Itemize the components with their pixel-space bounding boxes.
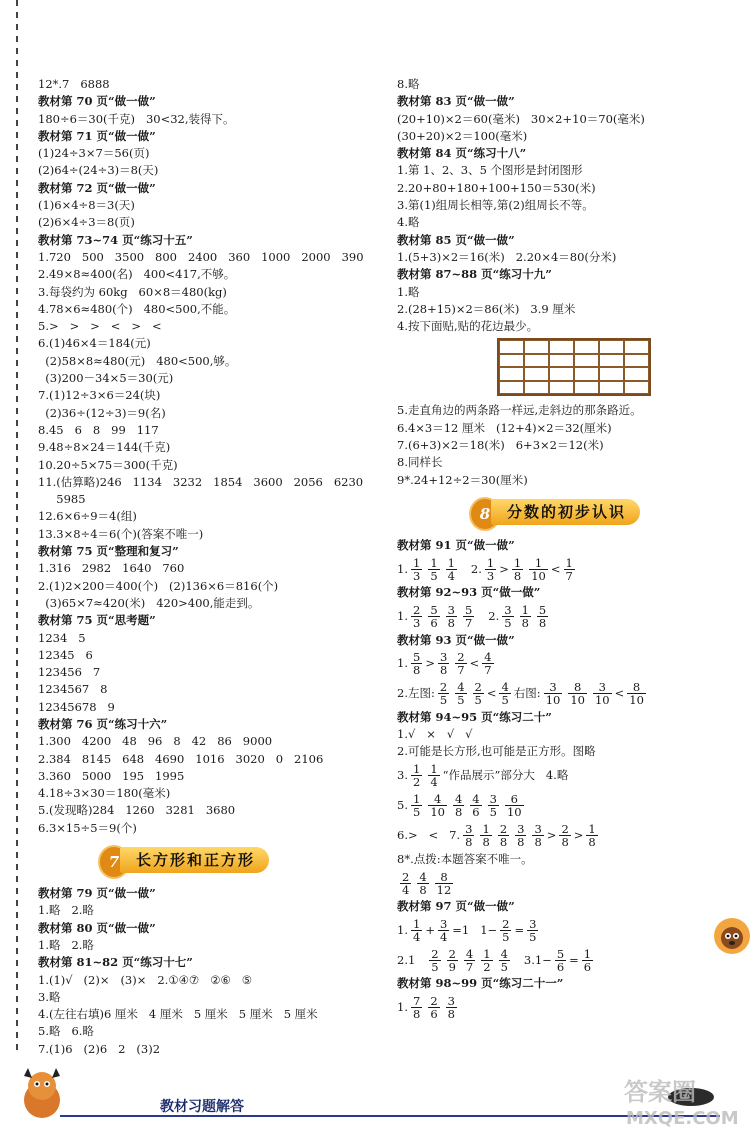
section-heading: 教材第 71 页“做一做” [38, 128, 156, 143]
answer-line: 8.略 [397, 77, 420, 91]
footer-title: 教材习题解答 [160, 1099, 244, 1115]
answer-line: 1.316 2982 1640 760 [38, 561, 185, 576]
answer-line: 2.(1)2×200＝400(个) (2)136×6＝816(个) [38, 578, 279, 593]
answer-line: 3.略 [38, 989, 61, 1004]
section-heading: 教材第 97 页“做一做” [397, 899, 515, 914]
mascot-icon [18, 1064, 66, 1120]
answer-line: 123456 7 [38, 665, 101, 680]
answer-line: 4.18÷3×30＝180(毫米) [38, 786, 171, 801]
fraction-answer-line: 1. $\frac{2}{3}$ $\frac{5}{6}$ $\frac{3}{8}$ $\frac{5}{7}$ 2. $\frac{3}{5}$ $\frac{1}{8}$ $\frac{5}{8}$ [397, 603, 547, 631]
section-heading: 教材第 73~74 页“练习十五” [38, 232, 193, 247]
answer-line: 1.第 1、2、3、5 个图形是封闭图形 [397, 163, 583, 178]
answer-line: (20+10)×2＝60(毫米) 30×2+10＝70(毫米) [397, 111, 645, 126]
answer-line: 8*.点拨:本题答案不唯一。 [397, 851, 533, 866]
answer-line: 5985 [38, 492, 86, 507]
answer-line: 13.3×8÷4＝6(个)(答案不唯一) [38, 526, 204, 541]
label: 2.左图: [397, 686, 435, 701]
section-heading: 教材第 75 页“整理和复习” [38, 544, 179, 559]
answer-line: 12*.7 6888 [38, 77, 110, 91]
chapter-7-banner [98, 841, 368, 881]
answer-line: (3)65×7≈420(米) 420>400,能走到。 [38, 595, 260, 610]
answer-line: 12345678 9 [38, 699, 115, 714]
watermark-logo [618, 1072, 746, 1130]
answer-line: 1.720 500 3500 800 2400 360 1000 2000 390 [38, 249, 364, 264]
answer-line: 8.45 6 8 99 117 [38, 422, 159, 437]
section-heading: 教材第 76 页“练习十六” [38, 716, 168, 731]
answer-text: “作品展示”部分大 4.略 [442, 768, 569, 783]
answer-list [38, 885, 368, 1058]
answer-line: (2)64÷(24÷3)＝8(天) [38, 163, 159, 178]
fraction-answer-line: 1. $\frac{1}{4}$ + $\frac{3}{4}$ =1 1− $\frac{2}{5}$ = $\frac{3}{5}$ [397, 916, 537, 944]
fraction-answer-line: 2.左图: $\frac{2}{5}$ $\frac{4}{5}$ $\frac{2}{5}$ < $\frac{4}{5}$ 右图: $\frac{3}{10}$ $\frac{8}{10}$ $\frac{3}{10}$ < $\frac{8}{10}$ [397, 680, 644, 708]
binding-marks [14, 0, 20, 1131]
answer-line: (3)200－34×5＝30(元) [38, 371, 174, 386]
answer-line: 3.第(1)组周长相等,第(2)组周长不等。 [397, 198, 594, 213]
answer-line: 10.20÷5×75＝300(千克) [38, 457, 178, 472]
fraction-answer-line: 5. $\frac{1}{5}$ $\frac{4}{10}$ $\frac{4}{8}$ $\frac{4}{6}$ $\frac{3}{5}$ $\frac{6}{10}$ [397, 792, 522, 820]
answer-line: (30+20)×2＝100(毫米) [397, 128, 528, 143]
answer-line: 2.49×8≈400(名) 400<417,不够。 [38, 267, 236, 282]
label: 右图: [513, 686, 541, 701]
answer-line: 5.走直角边的两条路一样远,走斜边的那条路近。 [397, 403, 642, 418]
chapter-title: 长方形和正方形 [120, 847, 269, 873]
fraction-answer-line: 1. $\frac{5}{8}$ > $\frac{3}{8}$ $\frac{2}{7}$ < $\frac{4}{7}$ [397, 650, 492, 678]
mascot-icon [708, 916, 750, 956]
answer-list [397, 76, 697, 335]
answer-line: 4.略 [397, 215, 420, 230]
answer-line: 3.360 5000 195 1995 [38, 768, 185, 783]
fraction-answer-line: 1. $\frac{7}{8}$ $\frac{2}{6}$ $\frac{3}{8}$ [397, 994, 455, 1022]
border-grid-figure [497, 338, 651, 396]
right-column [397, 76, 697, 1023]
answer-line: 1.√ × √ √ [397, 727, 473, 742]
answer-line: 1.略 [397, 284, 420, 299]
answer-line: 7.(6+3)×2＝18(米) 6+3×2＝12(米) [397, 438, 604, 453]
answer-line: (2)6×4÷3＝8(页) [38, 215, 135, 230]
chapter-number: 8 [469, 497, 501, 531]
fraction-answer-line: 2.1 $\frac{2}{5}$ $\frac{2}{9}$ $\frac{4}{7}$ $\frac{1}{2}$ $\frac{4}{5}$ 3.1− $\frac{5}{6}$ = $\frac{1}{6}$ [397, 946, 592, 974]
left-column [38, 76, 368, 1058]
answer-line: 5.(发现略)284 1260 3281 3680 [38, 803, 236, 818]
answer-line: (2)36÷(12÷3)＝9(名) [38, 405, 166, 420]
section-heading: 教材第 72 页“做一做” [38, 180, 156, 195]
section-heading: 教材第 85 页“做一做” [397, 232, 515, 247]
answer-line: 4.按下面贴,贴的花边最少。 [397, 319, 539, 334]
chapter-number: 7 [98, 845, 130, 879]
fraction-answer-line: 3. $\frac{1}{2}$ $\frac{1}{4}$ “作品展示”部分大 4.略 [397, 762, 569, 790]
answer-line: 1.(5+3)×2＝16(米) 2.20×4＝80(分米) [397, 249, 617, 264]
section-heading: 教材第 84 页“练习十八” [397, 146, 527, 161]
answer-line: 12345 6 [38, 647, 93, 662]
answer-line: 180÷6＝30(千克) 30<32,装得下。 [38, 111, 235, 126]
answer-list [38, 76, 368, 837]
answer-list [397, 402, 697, 488]
answer-line: 1.300 4200 48 96 8 42 86 9000 [38, 734, 273, 749]
answer-line: 6.4×3＝12 厘米 (12+4)×2＝32(厘米) [397, 420, 612, 435]
section-heading: 教材第 94~95 页“练习二十” [397, 709, 552, 724]
answer-line: 6.(1)46×4＝184(元) [38, 336, 151, 351]
answer-line: 9.48÷8×24＝144(千克) [38, 440, 171, 455]
chapter-title: 分数的初步认识 [491, 499, 640, 525]
fraction-answer-line: 1. $\frac{1}{3}$ $\frac{1}{5}$ $\frac{1}{4}$ 2. $\frac{1}{3}$ > $\frac{1}{8}$ $\frac{1}{10}$ < $\frac{1}{7}$ [397, 555, 573, 583]
section-heading: 教材第 80 页“做一做” [38, 920, 156, 935]
section-heading: 教材第 79 页“做一做” [38, 886, 156, 901]
answer-line: 2.20+80+180+100+150＝530(米) [397, 180, 596, 195]
answer-line: 8.同样长 [397, 455, 443, 470]
answer-line: (1)24÷3×7＝56(页) [38, 146, 150, 161]
section-heading: 教材第 81~82 页“练习十七” [38, 955, 193, 970]
section-heading: 教材第 93 页“做一做” [397, 632, 515, 647]
section-heading: 教材第 75 页“思考题” [38, 613, 156, 628]
section-heading: 教材第 92~93 页“做一做” [397, 585, 541, 600]
section-heading: 教材第 98~99 页“练习二十一” [397, 976, 564, 991]
fraction-answer-line: $\frac{2}{4}$ $\frac{4}{8}$ $\frac{8}{12}$ [402, 869, 452, 897]
answer-line: 3.每袋约为 60kg 60×8＝480(kg) [38, 284, 227, 299]
answer-line: 1234567 8 [38, 682, 108, 697]
section-heading: 教材第 91 页“做一做” [397, 537, 515, 552]
answer-line: 12.6×6÷9＝4(组) [38, 509, 137, 524]
answer-line: 4.78×6≈480(个) 480<500,不能。 [38, 301, 236, 316]
answer-line: 9*.24+12÷2＝30(厘米) [397, 472, 528, 487]
svg-text:答案圈: 答案圈 [624, 1078, 696, 1106]
answer-line: 7.(1)12÷3×6＝24(块) [38, 388, 161, 403]
answer-line: (1)6×4÷8＝3(天) [38, 198, 135, 213]
section-heading: 教材第 87~88 页“练习十九” [397, 267, 552, 282]
answer-line: 1.(1)√ (2)× (3)× 2.①④⑦ ②⑥ ⑤ [38, 972, 253, 987]
answer-line: 11.(估算略)246 1134 3232 1854 3600 2056 6230 [38, 474, 364, 489]
answer-line: 6.3×15÷5＝9(个) [38, 820, 137, 835]
answer-line: 1234 5 [38, 630, 86, 645]
chapter-8-banner [469, 493, 697, 533]
answer-line: 2.(28+15)×2＝86(米) 3.9 厘米 [397, 301, 576, 316]
fraction-answer-line: 6.> < 7. $\frac{3}{8}$ $\frac{1}{8}$ $\frac{2}{8}$ $\frac{3}{8}$ $\frac{3}{8}$ > $\frac{2}{8}$ > $\frac{1}{8}$ [397, 822, 596, 850]
answer-line: 1.略 2.略 [38, 903, 94, 918]
answer-line: 1.略 2.略 [38, 937, 94, 952]
answer-line: 7.(1)6 (2)6 2 (3)2 [38, 1041, 161, 1056]
section-heading: 教材第 70 页“做一做” [38, 94, 156, 109]
answer-line: 4.(左往右填)6 厘米 4 厘米 5 厘米 5 厘米 5 厘米 [38, 1007, 318, 1022]
svg-text:MXQE.COM: MXQE.COM [626, 1108, 739, 1129]
answer-line: (2)58×8≈480(元) 480<500,够。 [38, 353, 237, 368]
answer-line: 2.可能是长方形,也可能是正方形。图略 [397, 744, 596, 759]
answer-line: 5.> > > < > < [38, 319, 162, 334]
answer-line: 5.略 6.略 [38, 1024, 94, 1039]
answer-line: 2.384 8145 648 4690 1016 3020 0 2106 [38, 751, 324, 766]
section-heading: 教材第 83 页“做一做” [397, 94, 515, 109]
